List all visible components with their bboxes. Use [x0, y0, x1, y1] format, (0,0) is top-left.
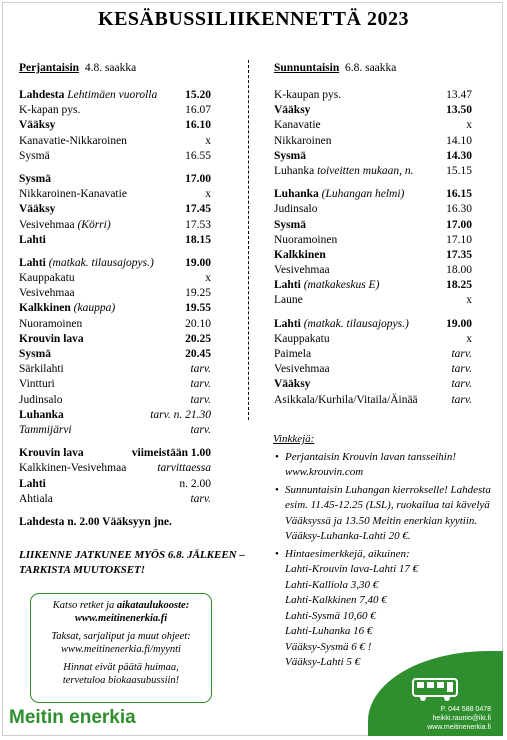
stop-label: Ahtiala — [19, 492, 53, 505]
departure-time: 14.30 — [446, 149, 472, 162]
stop-name — [19, 118, 55, 133]
stop-label: K-kapan pys. — [19, 104, 81, 117]
stop-note: (matkakeskus E) — [303, 279, 380, 292]
info-box-line3 — [35, 661, 207, 687]
contact-phone: P. 044 588 0478 — [440, 706, 491, 713]
tip-text: Perjantaisin Krouvin lavan tansseihin! www.krouvin.com — [285, 450, 456, 478]
schedule-row — [19, 286, 211, 301]
departure-time: 19.55 — [185, 302, 211, 315]
stop-name — [274, 88, 341, 103]
stop-name — [19, 492, 53, 507]
departure-time: 16.30 — [446, 203, 472, 216]
stop-label: Sysmä — [19, 348, 51, 360]
departure-time: 17.00 — [185, 172, 211, 185]
departure-time: 19.00 — [185, 256, 211, 269]
schedule-row — [274, 218, 472, 233]
departure-time: 19.00 — [446, 317, 472, 330]
departure-time: 17.53 — [185, 218, 211, 231]
schedule-row — [274, 347, 472, 362]
contact-web[interactable]: www.meitinenerkia.fi — [427, 724, 491, 731]
departure-time: 15.20 — [185, 89, 211, 101]
departure-time: 17.45 — [185, 203, 211, 216]
sunday-date-label: 6.8. saakka — [344, 62, 397, 74]
departure-time: 17.00 — [446, 218, 472, 231]
tip-item — [285, 483, 497, 545]
stop-name — [19, 187, 127, 202]
departure-time: tarv. n. 21.30 — [150, 408, 211, 421]
info-box-line1-bold: aikataulukooste: — [116, 600, 190, 611]
departure-time: 16.15 — [446, 188, 472, 201]
schedule-row — [274, 187, 472, 202]
schedule-row — [274, 362, 472, 377]
info-box-line1 — [35, 599, 207, 625]
tip-text: Hintaesimerkkejä, aikuinen: — [285, 547, 410, 560]
stop-label: Vääksy — [274, 104, 311, 117]
departure-time: 20.45 — [185, 348, 211, 360]
stop-name — [274, 118, 321, 133]
sunday-day-label: Sunnuntaisin — [274, 62, 340, 74]
schedule-row — [19, 88, 211, 103]
schedule-row — [19, 362, 211, 377]
stop-name — [19, 393, 62, 408]
schedule-row — [274, 317, 472, 332]
schedule-row — [19, 103, 211, 118]
stop-label: Sysmä — [19, 149, 50, 162]
schedule-row — [19, 218, 211, 233]
tips-section — [273, 432, 497, 673]
departure-time: 20.10 — [185, 317, 211, 330]
stop-note: (kauppa) — [73, 302, 116, 315]
bus-icon — [411, 676, 459, 702]
departure-time: tarv. — [190, 363, 211, 376]
stop-label: Vääksy — [274, 378, 311, 391]
stop-label: Vääksy — [19, 203, 56, 216]
stop-label: Paimela — [274, 348, 312, 360]
stop-label: Lahti — [19, 233, 46, 246]
stop-name — [274, 263, 330, 278]
stop-note: (matkak. tilausajopys.) — [303, 317, 409, 330]
schedule-row — [19, 377, 211, 392]
stop-name — [19, 408, 64, 423]
stop-label: Kanavatie — [274, 119, 321, 132]
stop-label: Nuoramoinen — [19, 317, 83, 330]
schedule-row — [19, 134, 211, 149]
stop-label: Kalkkinen — [19, 302, 71, 315]
stop-label: Judinsalo — [19, 393, 63, 406]
stop-name — [274, 248, 326, 263]
schedule-row — [274, 263, 472, 278]
stop-name — [19, 317, 82, 332]
stop-label: Luhanka — [19, 408, 64, 421]
schedule-row — [274, 233, 472, 248]
stop-name — [19, 286, 75, 301]
schedule-row — [274, 202, 472, 217]
stop-label: Sysmä — [19, 172, 51, 185]
stop-label: Lahti — [274, 317, 301, 330]
departure-time: 15.15 — [446, 164, 472, 177]
stop-label: Lahti — [274, 279, 301, 292]
schedule-row — [19, 172, 211, 187]
stop-name — [19, 271, 75, 286]
stop-label: Vesivehmaa — [19, 218, 75, 231]
info-box — [30, 593, 212, 703]
departure-time: tarv. — [190, 423, 211, 436]
stop-label: Laune — [274, 294, 303, 307]
stop-name — [19, 149, 50, 164]
tips-list — [273, 450, 497, 671]
schedule-row — [274, 118, 472, 133]
info-box-line2-text: Taksat, sarjaliput ja muut ohjeet: — [51, 631, 191, 642]
schedule-row — [274, 332, 472, 347]
stop-label: Nuoramoinen — [274, 233, 338, 246]
schedule-row — [19, 149, 211, 164]
stop-name — [274, 317, 409, 332]
stop-name — [274, 332, 330, 347]
stop-label: Kanavatie-Nikkaroinen — [19, 134, 127, 147]
stop-name — [274, 164, 414, 179]
stop-name — [274, 218, 306, 233]
departure-time: 16.10 — [185, 119, 211, 132]
stop-label: Asikkala/Kurhila/Vitaila/Äinää — [274, 393, 418, 406]
schedule-row — [19, 256, 211, 271]
schedule-row — [19, 317, 211, 332]
stop-label: Vääksy — [19, 119, 56, 132]
stop-name — [19, 377, 55, 392]
stop-label: Vesivehmaa — [274, 363, 330, 376]
schedule-row — [274, 278, 472, 293]
stop-name — [274, 103, 310, 118]
price-example: Lahti-Luhanka 16 € — [285, 625, 373, 637]
schedule-row — [19, 492, 211, 507]
info-box-line4-text: tervetuloa biokaasubussiin! — [62, 675, 180, 686]
stop-name — [19, 477, 46, 492]
stop-name — [19, 134, 127, 149]
page-title: KESÄBUSSILIIKENNETTÄ 2023 — [98, 8, 409, 30]
departure-time: 16.07 — [185, 104, 211, 117]
contact-info — [427, 705, 491, 732]
stop-name — [19, 88, 157, 103]
stop-note: toiveitten mukaan, n. — [317, 164, 414, 177]
tip-text: Sunnuntaisin Luhangan kierrokselle! Lahdesta esim. 11.45-12.25 (LSL), ruokailua tai kävelyä Vääksyssä ja 13.50 Meitin enerkian kyytiin. Vääksy-Luhanka-Lahti 20 €. — [285, 483, 491, 542]
tips-heading: Vinkkejä: — [273, 433, 315, 445]
departure-time: 18.15 — [185, 233, 211, 246]
stop-label: Luhanka — [274, 188, 319, 201]
schedule-row — [19, 118, 211, 133]
contact-email[interactable]: heikki.raunio@iki.fi — [432, 715, 491, 722]
departure-time: n. 2.00 — [179, 477, 211, 490]
sales-link[interactable]: www.meitinenerkia.fi/myynti — [61, 644, 181, 655]
stop-name — [19, 233, 46, 248]
stop-label: Lahti — [19, 477, 46, 490]
stop-label: Särkilahti — [19, 363, 64, 376]
tip-item — [285, 450, 497, 481]
stop-name — [274, 187, 404, 202]
schedule-row — [19, 477, 211, 492]
departure-time: 17.10 — [446, 233, 472, 246]
schedule-row — [19, 187, 211, 202]
schedule-row — [274, 377, 472, 392]
schedule-row — [274, 293, 472, 308]
stop-name — [274, 393, 418, 408]
stop-name — [274, 134, 331, 149]
stop-name — [274, 149, 306, 164]
departure-time: x — [466, 119, 472, 132]
price-example: Lahti-Sysmä 10,60 € — [285, 609, 376, 622]
stop-label: Kauppakatu — [19, 272, 75, 285]
notice-text: LIIKENNE JATKUNEE MYÖS 6.8. JÄLKEEN – TARKISTA MUUTOKSET! — [19, 549, 245, 576]
stop-label: Vesivehmaa — [274, 264, 330, 277]
stop-name — [19, 446, 84, 461]
stop-label: Kauppakatu — [274, 332, 330, 345]
price-example: Lahti-Kalliola 3,30 € — [285, 578, 379, 591]
schedule-row — [19, 271, 211, 286]
stop-name — [274, 293, 303, 308]
schedule-row — [19, 423, 211, 438]
departure-time: 18.25 — [446, 279, 472, 292]
departure-time: 17.35 — [446, 248, 472, 261]
friday-day-label: Perjantaisin — [19, 62, 80, 74]
price-example: Vääksy-Lahti 5 € — [285, 656, 361, 668]
info-box-line1-prefix: Katso retket ja — [52, 600, 117, 611]
stop-label: Krouvin lava — [19, 447, 84, 460]
stop-label: Krouvin lava — [19, 332, 84, 345]
friday-header — [19, 60, 211, 76]
info-box-line3-text: Hinnat eivät päätä huimaa, — [63, 662, 179, 673]
stop-label: Vintturi — [19, 378, 55, 391]
departure-time: 13.47 — [446, 89, 472, 101]
stop-note: (Körri) — [77, 218, 111, 231]
departure-time: tarv. — [451, 363, 472, 376]
website-link[interactable]: www.meitinenerkia.fi — [74, 613, 168, 624]
schedule-row — [274, 248, 472, 263]
stop-name — [19, 362, 64, 377]
schedule-row — [19, 393, 211, 408]
friday-date-label: 4.8. saakka — [84, 62, 137, 74]
schedule-row — [19, 332, 211, 347]
schedule-row — [274, 149, 472, 164]
brand-logo: Meitin enerkia — [9, 707, 136, 728]
stop-label: Judinsalo — [274, 203, 318, 216]
schedule-row — [274, 134, 472, 149]
sunday-header — [274, 60, 472, 76]
schedule-row — [19, 461, 211, 476]
sunday-schedule — [274, 88, 472, 408]
departure-time: tarv. — [190, 393, 211, 406]
stop-name — [19, 218, 111, 233]
stop-name — [19, 332, 84, 347]
stop-label: Sysmä — [274, 218, 306, 231]
stop-label: Tammijärvi — [19, 423, 72, 436]
stop-name — [19, 256, 154, 271]
stop-label: Kalkkinen-Vesivehmaa — [19, 462, 127, 475]
departure-time: tarv. — [190, 492, 211, 505]
stop-label: Nikkaroinen — [274, 134, 332, 147]
schedule-row — [274, 88, 472, 103]
stop-label: Lahdesta — [19, 89, 65, 101]
friday-column — [19, 60, 211, 530]
price-example: Lahti-Kalkkinen 7,40 € — [285, 594, 387, 606]
schedule-row — [19, 233, 211, 248]
stop-name — [274, 377, 310, 392]
stop-label: Sysmä — [274, 149, 306, 162]
departure-time: 18.00 — [446, 264, 472, 277]
schedule-row — [19, 408, 211, 423]
schedule-row — [19, 202, 211, 217]
price-example: Lahti-Krouvin lava-Lahti 17 € — [285, 563, 419, 575]
schedule-row — [19, 446, 211, 461]
departure-time: x — [205, 272, 211, 285]
friday-schedule — [19, 88, 211, 530]
stop-name — [274, 278, 379, 293]
departure-time: tarv. — [451, 378, 472, 391]
stop-note: (Luhangan helmi) — [321, 188, 405, 201]
stop-name — [274, 362, 330, 377]
stop-label: Vesivehmaa — [19, 287, 75, 300]
stop-label: Lahdesta n. 2.00 Vääksyyn jne. — [19, 515, 172, 528]
departure-time: tarvittaessa — [157, 462, 211, 475]
schedule-row — [19, 301, 211, 316]
stop-name — [274, 202, 317, 217]
departure-time: x — [205, 188, 211, 201]
departure-time: tarv. — [451, 348, 472, 360]
stop-name — [274, 233, 337, 248]
departure-time: x — [466, 294, 472, 307]
departure-time: 16.55 — [185, 149, 211, 162]
departure-time: x — [205, 134, 211, 147]
departure-time: 20.25 — [185, 332, 211, 345]
stop-name — [19, 515, 172, 530]
stop-name — [19, 172, 51, 187]
departure-time: x — [466, 332, 472, 345]
stop-label: Kalkkinen — [274, 248, 326, 261]
stop-name — [19, 423, 72, 438]
stop-name — [19, 347, 51, 362]
departure-time: tarv. — [190, 378, 211, 391]
stop-label: Luhanka — [274, 164, 315, 177]
sunday-column — [274, 60, 472, 408]
stop-note: (matkak. tilausajopys.) — [48, 256, 154, 269]
departure-time: viimeistään 1.00 — [131, 447, 211, 460]
schedule-row — [274, 393, 472, 408]
stop-name — [19, 301, 115, 316]
stop-note: Lehtimäen vuorolla — [67, 89, 158, 101]
departure-time: 13.50 — [446, 104, 472, 117]
stop-name — [19, 202, 55, 217]
column-divider — [248, 60, 249, 420]
stop-label: Lahti — [19, 256, 46, 269]
info-box-line2 — [35, 630, 207, 656]
price-example: Vääksy-Sysmä 6 € ! — [285, 640, 372, 653]
stop-label: K-kaupan pys. — [274, 89, 342, 101]
stop-name — [19, 461, 126, 476]
schedule-row — [274, 164, 472, 179]
schedule-row — [19, 347, 211, 362]
schedule-row — [274, 103, 472, 118]
schedule-row — [19, 515, 211, 530]
departure-time: tarv. — [451, 393, 472, 406]
stop-name — [19, 103, 80, 118]
departure-time: 14.10 — [446, 134, 472, 147]
departure-time: 19.25 — [185, 287, 211, 300]
stop-name — [274, 347, 311, 362]
stop-label: Nikkaroinen-Kanavatie — [19, 188, 127, 201]
